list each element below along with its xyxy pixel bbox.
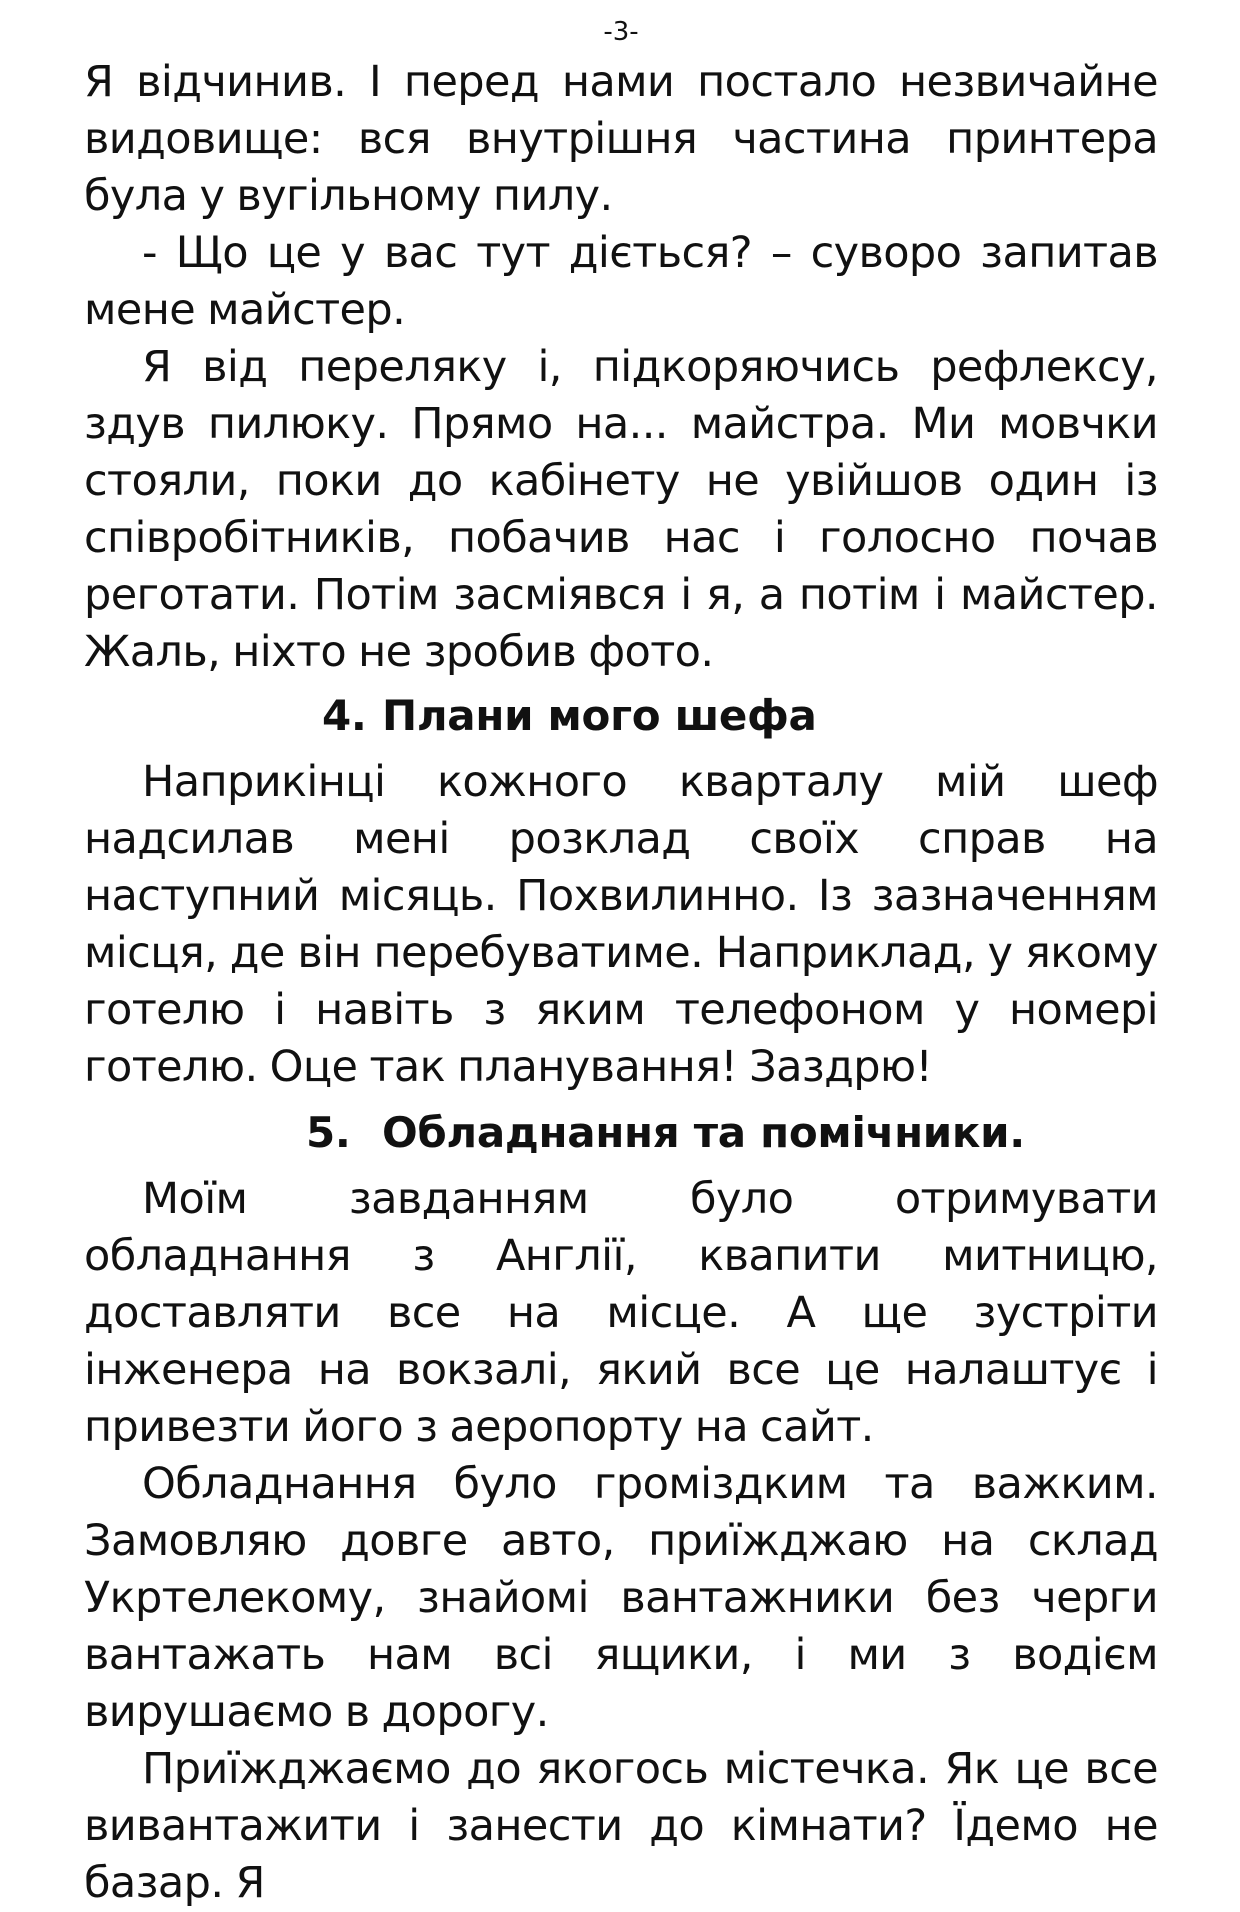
paragraph-1: Я відчинив. І перед нами постало незвичайне видовище: вся внутрішня частина принтера була у вугільному пилу.: [84, 57, 1158, 221]
paragraph-6: Обладнання було громіздким та важким. Замовляю довге авто, приїжджаю на склад Укртелекому, знайомі вантажники без черги вантажать нам всі ящики, і ми з водієм вирушаємо в дорогу.: [84, 1459, 1158, 1737]
paragraph-4: Наприкінці кожного кварталу мій шеф надсилав мені розклад своїх справ на наступний місяць. Похвилинно. Із зазначенням місця, де він перебуватиме. Наприклад, у якому готелю і навіть з яким телефоном у номері готелю. Оце так планування! Заздрю!: [84, 757, 1158, 1092]
section-title: Плани мого шефа: [382, 691, 817, 740]
paragraph-5: Моїм завданням було отримувати обладнання з Англії, квапити митницю, доставляти все на місце. А ще зустріти інженера на вокзалі, який все це налаштує і привезти його з аеропорту на сайт.: [84, 1174, 1158, 1452]
section-heading-5: [84, 1104, 1158, 1161]
section-heading-4: [84, 687, 1158, 744]
section-title: Обладнання та помічники.: [382, 1108, 1025, 1157]
paragraph-2: - Що це у вас тут діється? – суворо запитав мене майстер.: [84, 228, 1158, 335]
section-number: 5.: [306, 1108, 351, 1157]
page-number: -3-: [603, 17, 639, 47]
paragraph-7: Приїжджаємо до якогось містечка. Як це все вивантажити і занести до кімнати? Їдемо не базар. Я: [84, 1744, 1158, 1908]
section-number: 4.: [322, 691, 367, 740]
paragraph-3: Я від переляку і, підкоряючись рефлексу, здув пилюку. Прямо на... майстра. Ми мовчки стояли, поки до кабінету не увійшов один із співробітників, побачив нас і голосно почав реготати. Потім засміявся і я, а потім і майстер. Жаль, ніхто не зробив фото.: [84, 342, 1158, 677]
document-page: [84, 14, 1158, 1912]
